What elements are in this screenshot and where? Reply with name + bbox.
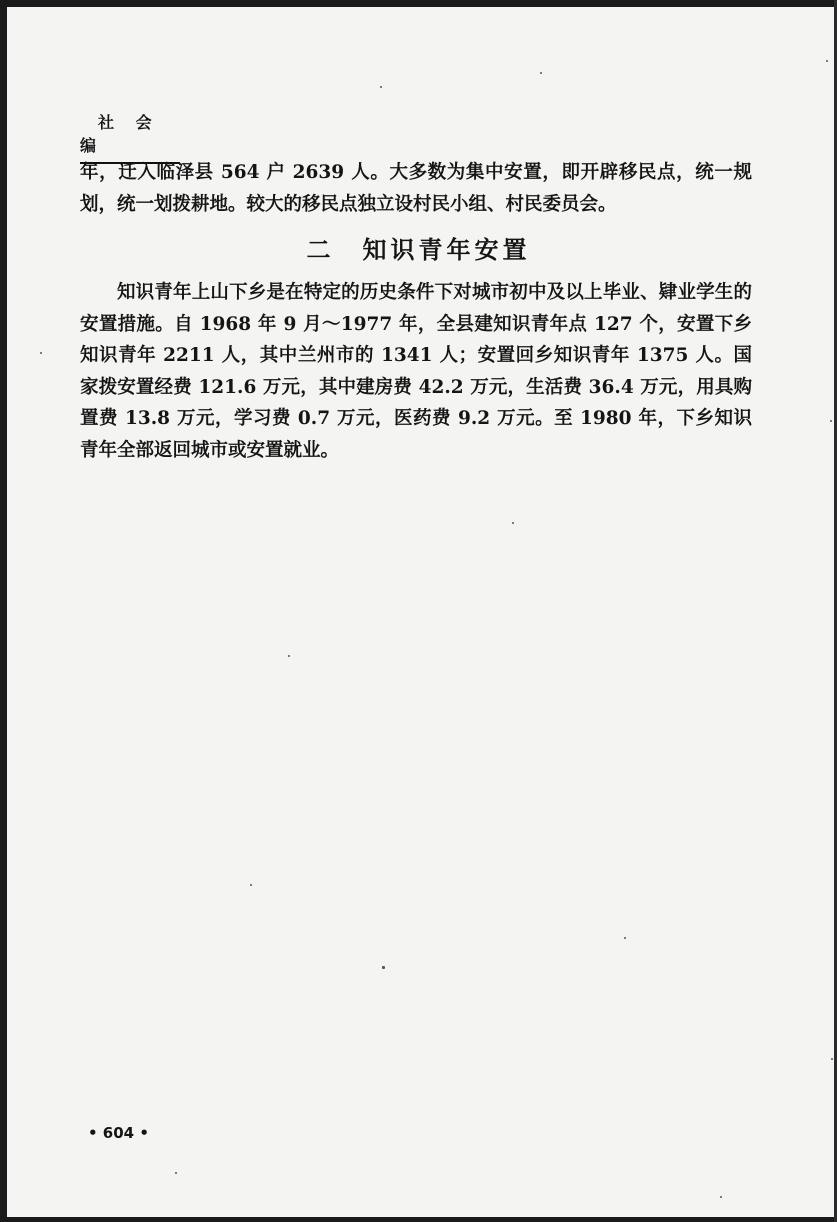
scan-speck (831, 1058, 833, 1060)
scan-speck (380, 86, 382, 88)
scan-speck (288, 655, 290, 657)
section-title: 二 知识青年安置 (306, 235, 531, 264)
running-head (80, 110, 180, 164)
scan-bottom-border (0, 1217, 837, 1222)
scan-left-border (0, 0, 7, 1222)
scan-speck (826, 60, 828, 62)
continuation-paragraph: 年，迁入临泽县 564 户 2639 人。大多数为集中安置，即开辟移民点，统一规划，统一划拨耕地。较大的移民点独立设村民小组、村民委员会。 (80, 162, 752, 215)
scan-speck (40, 352, 42, 354)
scan-speck (250, 884, 252, 886)
scan-speck (830, 420, 832, 422)
page-number: • 604 • (88, 1124, 149, 1142)
scan-speck (624, 937, 626, 939)
body-paragraph: 知识青年上山下乡是在特定的历史条件下对城市初中及以上毕业、肄业学生的安置措施。自 1968 年 9 月～1977 年，全县建知识青年点 127 个，安置下乡知识青年 2211 人，其中兰州市的 1341 人；安置回乡知识青年 1375 人。国家拨安置经费 121.6 万元，其中建房费 42.2 万元，生活费 36.4 万元，用具购置费 13.8 万元，学习费 0.7 万元，医药费 9.2 万元。至 1980 年，下乡知识青年全部返回城市或安置就业。 (80, 282, 752, 461)
scan-speck (720, 1196, 722, 1198)
scan-speck (382, 966, 385, 969)
scan-speck (540, 72, 542, 74)
scan-speck (175, 1172, 177, 1174)
scan-speck (512, 522, 514, 524)
running-head-text: 社 会 编 (80, 113, 160, 155)
scan-top-border (0, 0, 837, 7)
